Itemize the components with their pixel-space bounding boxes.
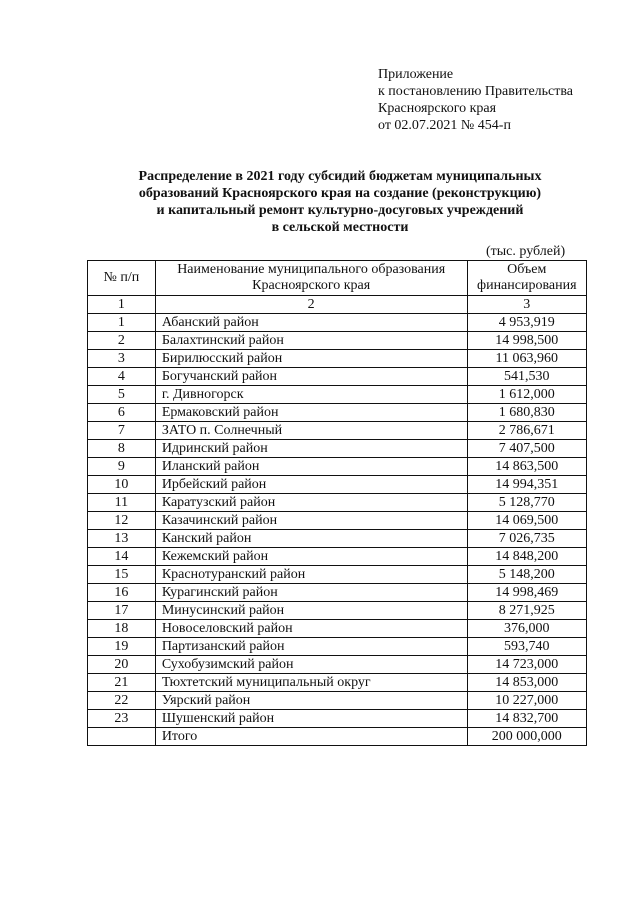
column-number: 3 xyxy=(467,296,586,314)
municipality-name: Идринский район xyxy=(155,440,467,458)
table-row xyxy=(88,584,587,602)
funding-amount: 14 998,500 xyxy=(467,332,586,350)
municipality-name: Новоселовский район xyxy=(155,620,467,638)
row-number: 13 xyxy=(88,530,156,548)
row-number: 11 xyxy=(88,494,156,512)
municipality-name: Казачинский район xyxy=(155,512,467,530)
row-number: 15 xyxy=(88,566,156,584)
municipality-name: Краснотуранский район xyxy=(155,566,467,584)
title-line: образований Красноярского края на создание (реконструкцию) xyxy=(138,186,542,201)
funding-amount: 5 128,770 xyxy=(467,494,586,512)
row-number: 16 xyxy=(88,584,156,602)
subsidy-table xyxy=(87,260,587,746)
funding-amount: 1 680,830 xyxy=(467,404,586,422)
appendix-line: к постановлению Правительства xyxy=(378,84,574,99)
row-number: 8 xyxy=(88,440,156,458)
units-label: (тыс. рублей) xyxy=(486,244,566,259)
column-number: 2 xyxy=(155,296,467,314)
table-row xyxy=(88,386,587,404)
municipality-name: Курагинский район xyxy=(155,584,467,602)
table-row xyxy=(88,710,587,728)
municipality-name: Шушенский район xyxy=(155,710,467,728)
funding-amount: 14 069,500 xyxy=(467,512,586,530)
municipality-name: Кежемский район xyxy=(155,548,467,566)
funding-amount: 14 994,351 xyxy=(467,476,586,494)
title-line: и капитальный ремонт культурно-досуговых учреждений xyxy=(156,203,524,218)
row-number: 5 xyxy=(88,386,156,404)
title-line: в сельской местности xyxy=(271,220,409,235)
table-row xyxy=(88,530,587,548)
municipality-name: Абанский район xyxy=(155,314,467,332)
row-number: 2 xyxy=(88,332,156,350)
municipality-name: Ирбейский район xyxy=(155,476,467,494)
appendix-line: от 02.07.2021 № 454-п xyxy=(378,118,511,133)
municipality-name: Тюхтетский муниципальный округ xyxy=(155,674,467,692)
row-number: 23 xyxy=(88,710,156,728)
title-line: Распределение в 2021 году субсидий бюджетам муниципальных xyxy=(138,169,542,184)
funding-amount: 2 786,671 xyxy=(467,422,586,440)
funding-amount: 14 863,500 xyxy=(467,458,586,476)
funding-amount: 14 832,700 xyxy=(467,710,586,728)
funding-amount: 7 026,735 xyxy=(467,530,586,548)
total-amount: 200 000,000 xyxy=(467,728,586,746)
total-empty-cell xyxy=(88,728,156,746)
municipality-name: Канский район xyxy=(155,530,467,548)
table-row xyxy=(88,656,587,674)
funding-amount: 7 407,500 xyxy=(467,440,586,458)
header-amount: Объем финансирования xyxy=(467,261,586,296)
row-number: 22 xyxy=(88,692,156,710)
funding-amount: 10 227,000 xyxy=(467,692,586,710)
row-number: 1 xyxy=(88,314,156,332)
municipality-name: ЗАТО п. Солнечный xyxy=(155,422,467,440)
municipality-name: Иланский район xyxy=(155,458,467,476)
table-body xyxy=(88,261,587,746)
table-row xyxy=(88,602,587,620)
row-number: 9 xyxy=(88,458,156,476)
row-number: 21 xyxy=(88,674,156,692)
header-name: Наименование муниципального образования Красноярского края xyxy=(155,261,467,296)
row-number: 3 xyxy=(88,350,156,368)
table-row xyxy=(88,566,587,584)
row-number: 19 xyxy=(88,638,156,656)
table-row xyxy=(88,494,587,512)
table-row xyxy=(88,476,587,494)
total-label: Итого xyxy=(155,728,467,746)
appendix-line: Приложение xyxy=(378,67,454,82)
table-row xyxy=(88,332,587,350)
row-number: 10 xyxy=(88,476,156,494)
table-row xyxy=(88,404,587,422)
row-number: 4 xyxy=(88,368,156,386)
document-title xyxy=(60,168,620,236)
column-number-row xyxy=(88,296,587,314)
row-number: 17 xyxy=(88,602,156,620)
municipality-name: г. Дивногорск xyxy=(155,386,467,404)
table-row xyxy=(88,440,587,458)
municipality-name: Балахтинский район xyxy=(155,332,467,350)
funding-amount: 8 271,925 xyxy=(467,602,586,620)
row-number: 18 xyxy=(88,620,156,638)
row-number: 20 xyxy=(88,656,156,674)
row-number: 12 xyxy=(88,512,156,530)
funding-amount: 541,530 xyxy=(467,368,586,386)
municipality-name: Партизанский район xyxy=(155,638,467,656)
table-row xyxy=(88,512,587,530)
funding-amount: 1 612,000 xyxy=(467,386,586,404)
funding-amount: 14 998,469 xyxy=(467,584,586,602)
table-row xyxy=(88,368,587,386)
row-number: 14 xyxy=(88,548,156,566)
row-number: 6 xyxy=(88,404,156,422)
table-header-row xyxy=(88,261,587,296)
total-row xyxy=(88,728,587,746)
table-row xyxy=(88,638,587,656)
municipality-name: Богучанский район xyxy=(155,368,467,386)
municipality-name: Каратузский район xyxy=(155,494,467,512)
table-row xyxy=(88,422,587,440)
table-row xyxy=(88,548,587,566)
table-row xyxy=(88,692,587,710)
appendix-line: Красноярского края xyxy=(378,101,497,116)
funding-amount: 5 148,200 xyxy=(467,566,586,584)
municipality-name: Ермаковский район xyxy=(155,404,467,422)
funding-amount: 14 848,200 xyxy=(467,548,586,566)
funding-amount: 593,740 xyxy=(467,638,586,656)
municipality-name: Уярский район xyxy=(155,692,467,710)
table-row xyxy=(88,674,587,692)
column-number: 1 xyxy=(88,296,156,314)
header-num: № п/п xyxy=(88,261,156,296)
funding-amount: 11 063,960 xyxy=(467,350,586,368)
row-number: 7 xyxy=(88,422,156,440)
funding-amount: 4 953,919 xyxy=(467,314,586,332)
municipality-name: Сухобузимский район xyxy=(155,656,467,674)
table-row xyxy=(88,620,587,638)
appendix-block xyxy=(378,66,573,134)
funding-amount: 14 723,000 xyxy=(467,656,586,674)
funding-amount: 14 853,000 xyxy=(467,674,586,692)
funding-amount: 376,000 xyxy=(467,620,586,638)
table-row xyxy=(88,458,587,476)
table-row xyxy=(88,314,587,332)
municipality-name: Бирилюсский район xyxy=(155,350,467,368)
table-row xyxy=(88,350,587,368)
municipality-name: Минусинский район xyxy=(155,602,467,620)
